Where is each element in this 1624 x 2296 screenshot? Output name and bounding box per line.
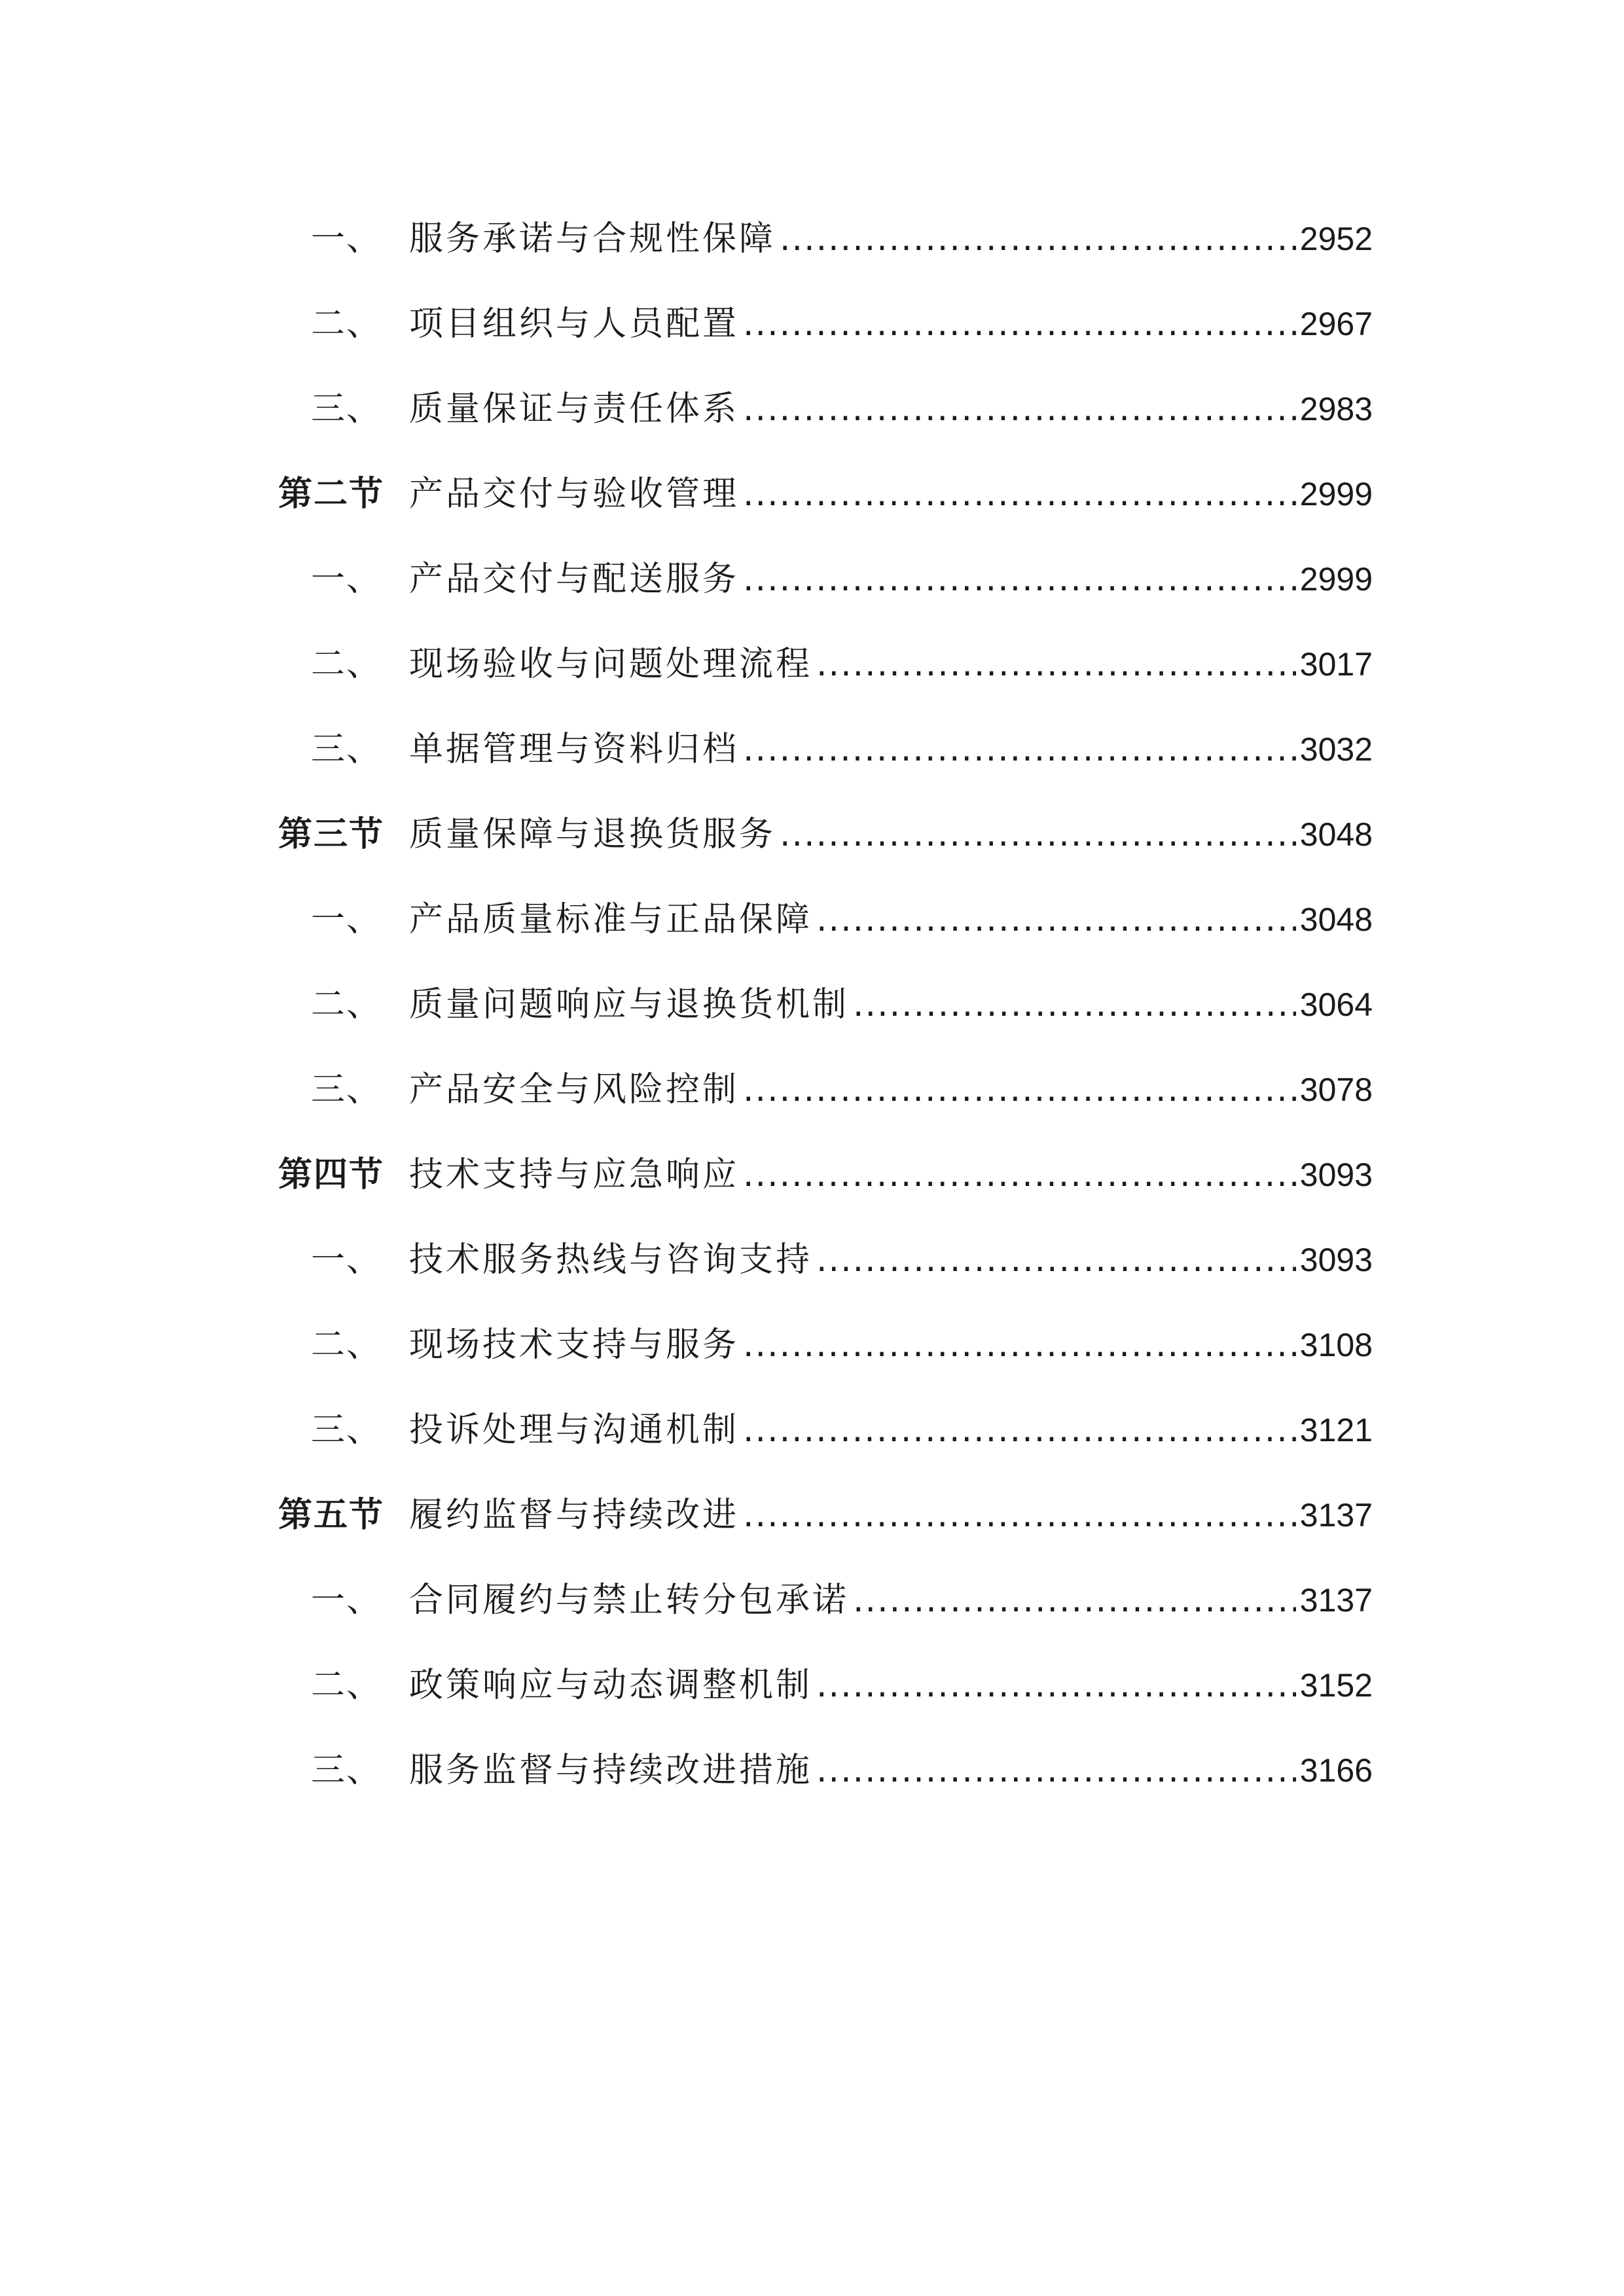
toc-entry-title: 技术服务热线与咨询支持 [409,1240,813,1280]
toc-entry-number: 一、 [311,560,382,599]
toc-entry-page-number: 3017 [1299,646,1373,683]
toc-entry[interactable] [278,386,1373,471]
toc-entry-title: 现场技术支持与服务 [409,1325,740,1365]
toc-section-number: 第三节 [278,815,385,854]
toc-entry-page-number: 2983 [1299,391,1373,427]
toc-entry-page-number: 3137 [1299,1582,1373,1619]
toc-entry-title: 政策响应与动态调整机制 [409,1666,813,1705]
toc-section-heading[interactable] [278,1492,1373,1577]
toc-entry[interactable] [278,726,1373,812]
toc-entry-number: 三、 [311,1070,382,1109]
toc-entry-title: 产品质量标准与正品保障 [409,900,813,939]
toc-entry[interactable] [278,641,1373,726]
toc-entry-title: 合同履约与禁止转分包承诺 [409,1581,850,1620]
toc-entry-number: 二、 [311,304,382,344]
toc-entry[interactable] [278,1748,1373,1833]
toc-dot-leader [743,1407,1296,1453]
toc-section-heading[interactable] [278,1152,1373,1237]
toc-dot-leader [816,1662,1296,1708]
toc-entry-page-number: 3093 [1299,1242,1373,1278]
toc-dot-leader [780,216,1296,262]
toc-entry-page-number: 3121 [1299,1412,1373,1448]
toc-entry-number: 一、 [311,1581,382,1620]
toc-entry-title: 服务承诺与合规性保障 [409,219,776,259]
toc-section-heading[interactable] [278,812,1373,897]
toc-entry-page-number: 3048 [1299,901,1373,938]
toc-entry[interactable] [278,897,1373,982]
toc-dot-leader [743,1067,1296,1113]
toc-entry[interactable] [278,1662,1373,1748]
toc-entry-number: 二、 [311,985,382,1024]
toc-entry-number: 二、 [311,645,382,684]
toc-dot-leader [816,641,1296,687]
toc-entry-page-number: 2999 [1299,561,1373,598]
toc-dot-leader [743,1152,1296,1198]
toc-entry-page-number: 3152 [1299,1667,1373,1704]
toc-section-heading[interactable] [278,471,1373,556]
toc-dot-leader [743,726,1296,772]
toc-entry-number: 三、 [311,1751,382,1790]
toc-section-number: 第五节 [278,1496,385,1535]
toc-section-number: 第四节 [278,1155,385,1194]
toc-entry-title: 项目组织与人员配置 [409,304,740,344]
toc-section-number: 第二节 [278,475,385,514]
toc-entry-page-number: 3032 [1299,731,1373,768]
toc-dot-leader [743,1492,1296,1538]
toc-dot-leader [816,1748,1296,1793]
toc-dot-leader [816,897,1296,942]
toc-section-page-number: 2999 [1299,476,1373,512]
toc-section-title: 技术支持与应急响应 [409,1155,740,1194]
toc-entry-number: 三、 [311,1410,382,1450]
toc-entry-page-number: 3064 [1299,986,1373,1023]
toc-entry-page-number: 3078 [1299,1071,1373,1108]
toc-entry-page-number: 3166 [1299,1752,1373,1789]
toc-entry-title: 服务监督与持续改进措施 [409,1751,813,1790]
toc-dot-leader [853,1577,1296,1623]
toc-dot-leader [853,982,1296,1028]
toc-entry-number: 三、 [311,389,382,429]
toc-dot-leader [780,812,1296,857]
toc-entry[interactable] [278,1067,1373,1152]
toc-section-page-number: 3137 [1299,1497,1373,1534]
toc-entry[interactable] [278,301,1373,386]
toc-entry[interactable] [278,1407,1373,1492]
toc-entry[interactable] [278,556,1373,641]
toc-entry-title: 现场验收与问题处理流程 [409,645,813,684]
toc-dot-leader [743,556,1296,602]
toc-entry[interactable] [278,1322,1373,1407]
toc-dot-leader [816,1237,1296,1283]
toc-entry-number: 一、 [311,900,382,939]
toc-entry-number: 二、 [311,1325,382,1365]
toc-entry-title: 投诉处理与沟通机制 [409,1410,740,1450]
toc-entry[interactable] [278,1577,1373,1662]
table-of-contents [278,216,1373,1833]
toc-entry-page-number: 3108 [1299,1327,1373,1363]
toc-entry[interactable] [278,216,1373,301]
toc-entry-title: 产品交付与配送服务 [409,560,740,599]
toc-dot-leader [743,386,1296,432]
toc-entry-page-number: 2952 [1299,221,1373,257]
toc-dot-leader [743,1322,1296,1368]
toc-entry[interactable] [278,1237,1373,1322]
toc-dot-leader [743,471,1296,517]
toc-entry-title: 质量保证与责任体系 [409,389,740,429]
toc-section-page-number: 3093 [1299,1157,1373,1193]
toc-entry-number: 三、 [311,730,382,769]
toc-entry-number: 一、 [311,1240,382,1280]
toc-entry[interactable] [278,982,1373,1067]
toc-section-page-number: 3048 [1299,816,1373,853]
toc-entry-page-number: 2967 [1299,306,1373,342]
toc-section-title: 履约监督与持续改进 [409,1496,740,1535]
toc-entry-number: 二、 [311,1666,382,1705]
toc-entry-title: 产品安全与风险控制 [409,1070,740,1109]
toc-entry-number: 一、 [311,219,382,259]
toc-section-title: 质量保障与退换货服务 [409,815,776,854]
toc-dot-leader [743,301,1296,347]
toc-section-title: 产品交付与验收管理 [409,475,740,514]
toc-entry-title: 质量问题响应与退换货机制 [409,985,850,1024]
toc-entry-title: 单据管理与资料归档 [409,730,740,769]
